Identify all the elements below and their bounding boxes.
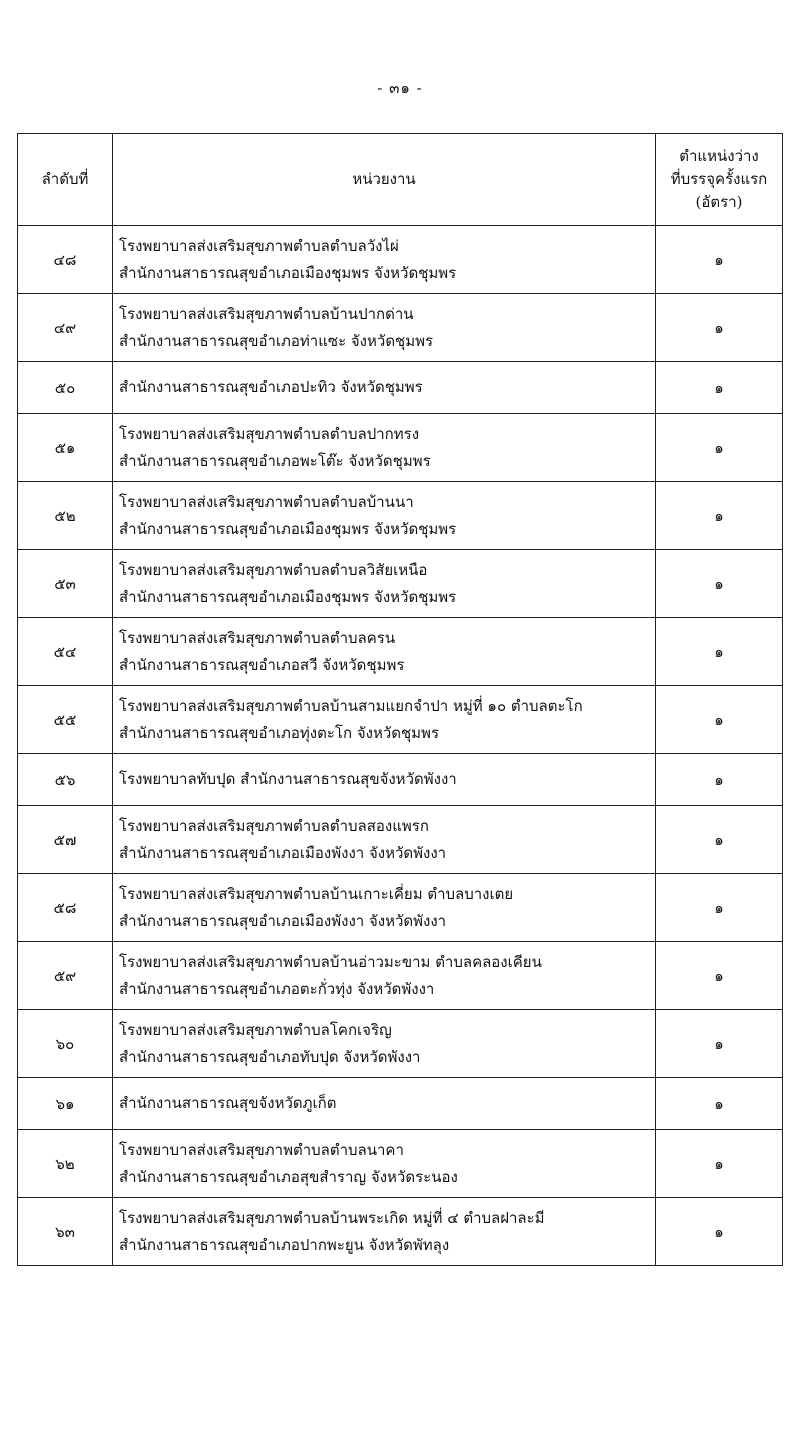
row-unit-line2: สำนักงานสาธารณสุขอำเภอเมืองชุมพร จังหวัดชุมพร — [119, 519, 457, 538]
table-row — [18, 618, 783, 686]
row-position-count: ๑ — [656, 1198, 783, 1266]
vacancy-table — [17, 133, 783, 1266]
row-position-count: ๑ — [656, 874, 783, 942]
row-unit-cell — [113, 686, 656, 754]
row-unit-line1: โรงพยาบาลส่งเสริมสุขภาพตำบลบ้านพระเกิด หมู่ที่ ๔ ตำบลฝาละมี — [119, 1209, 545, 1228]
row-order-number: ๔๙ — [18, 294, 113, 362]
row-position-count: ๑ — [656, 806, 783, 874]
row-unit-cell — [113, 482, 656, 550]
row-position-count: ๑ — [656, 754, 783, 806]
row-order-number: ๕๖ — [18, 754, 113, 806]
row-unit-line2: สำนักงานสาธารณสุขอำเภอตะกั่วทุ่ง จังหวัดพังงา — [119, 979, 435, 998]
row-unit-cell — [113, 362, 656, 414]
row-order-number: ๖๐ — [18, 1010, 113, 1078]
table-row — [18, 482, 783, 550]
row-unit-line1: โรงพยาบาลส่งเสริมสุขภาพตำบลตำบลครน — [119, 629, 396, 648]
row-unit-line2: สำนักงานสาธารณสุขอำเภอปากพะยูน จังหวัดพัทลุง — [119, 1235, 450, 1254]
row-unit-line1: โรงพยาบาลส่งเสริมสุขภาพตำบลบ้านปากด่าน — [119, 305, 414, 324]
row-position-count: ๑ — [656, 686, 783, 754]
row-position-count: ๑ — [656, 942, 783, 1010]
row-order-number: ๕๒ — [18, 482, 113, 550]
row-unit-cell — [113, 226, 656, 294]
row-position-count: ๑ — [656, 1010, 783, 1078]
row-order-number: ๕๕ — [18, 686, 113, 754]
row-unit-line1: โรงพยาบาลส่งเสริมสุขภาพตำบลตำบลวังไผ่ — [119, 237, 399, 256]
row-unit-line2: สำนักงานสาธารณสุขอำเภอเมืองชุมพร จังหวัดชุมพร — [119, 587, 457, 606]
row-unit-line1: โรงพยาบาลส่งเสริมสุขภาพตำบลตำบลปากทรง — [119, 425, 420, 444]
row-unit-cell — [113, 1198, 656, 1266]
table-row — [18, 874, 783, 942]
table-header-row — [18, 134, 783, 226]
row-unit-line1: โรงพยาบาลส่งเสริมสุขภาพตำบลบ้านเกาะเคี่ยม ตำบลบางเตย — [119, 885, 514, 904]
row-unit-cell — [113, 414, 656, 482]
row-unit-line1: โรงพยาบาลส่งเสริมสุขภาพตำบลตำบลบ้านนา — [119, 493, 414, 512]
row-order-number: ๔๘ — [18, 226, 113, 294]
row-unit-line1: โรงพยาบาลส่งเสริมสุขภาพตำบลบ้านสามแยกจำปา หมู่ที่ ๑๐ ตำบลตะโก — [119, 697, 583, 716]
header-position-line3: (อัตรา) — [695, 193, 743, 212]
row-order-number: ๕๓ — [18, 550, 113, 618]
row-unit-cell — [113, 1130, 656, 1198]
header-position-line1: ตำแหน่งว่าง — [679, 146, 759, 165]
row-unit-line2: สำนักงานสาธารณสุขอำเภอทับปุด จังหวัดพังงา — [119, 1047, 421, 1066]
row-order-number: ๕๗ — [18, 806, 113, 874]
row-unit-cell — [113, 294, 656, 362]
row-unit-line2: สำนักงานสาธารณสุขอำเภอสุขสำราญ จังหวัดระนอง — [119, 1167, 458, 1186]
row-order-number: ๕๑ — [18, 414, 113, 482]
row-unit-cell — [113, 1078, 656, 1130]
table-row — [18, 550, 783, 618]
header-unit: หน่วยงาน — [113, 134, 656, 226]
row-unit-line2: สำนักงานสาธารณสุขอำเภอเมืองชุมพร จังหวัดชุมพร — [119, 263, 457, 282]
row-unit-cell — [113, 618, 656, 686]
row-unit-line2: สำนักงานสาธารณสุขอำเภอพะโต๊ะ จังหวัดชุมพร — [119, 451, 431, 470]
row-position-count: ๑ — [656, 550, 783, 618]
row-unit-line1: โรงพยาบาลส่งเสริมสุขภาพตำบลโคกเจริญ — [119, 1021, 392, 1040]
row-unit-cell — [113, 942, 656, 1010]
table-row — [18, 1010, 783, 1078]
row-unit-line2: สำนักงานสาธารณสุขอำเภอสวี จังหวัดชุมพร — [119, 655, 405, 674]
row-order-number: ๕๘ — [18, 874, 113, 942]
row-position-count: ๑ — [656, 294, 783, 362]
row-unit-line2: สำนักงานสาธารณสุขอำเภอทุ่งตะโก จังหวัดชุมพร — [119, 723, 440, 742]
row-position-count: ๑ — [656, 1078, 783, 1130]
row-unit-line2: สำนักงานสาธารณสุขอำเภอเมืองพังงา จังหวัดพังงา — [119, 911, 447, 930]
row-order-number: ๕๔ — [18, 618, 113, 686]
row-unit-line1: โรงพยาบาลส่งเสริมสุขภาพตำบลตำบลวิสัยเหนือ — [119, 561, 428, 580]
table-row — [18, 226, 783, 294]
row-unit-line1: โรงพยาบาลส่งเสริมสุขภาพตำบลบ้านอ่าวมะขาม ตำบลคลองเคียน — [119, 953, 542, 972]
row-order-number: ๖๓ — [18, 1198, 113, 1266]
row-position-count: ๑ — [656, 482, 783, 550]
table-row — [18, 294, 783, 362]
row-order-number: ๕๐ — [18, 362, 113, 414]
row-position-count: ๑ — [656, 362, 783, 414]
row-unit-cell — [113, 874, 656, 942]
row-position-count: ๑ — [656, 618, 783, 686]
row-unit-line1: โรงพยาบาลส่งเสริมสุขภาพตำบลตำบลสองแพรก — [119, 817, 429, 836]
row-unit-line1: โรงพยาบาลส่งเสริมสุขภาพตำบลตำบลนาคา — [119, 1141, 404, 1160]
table-row — [18, 686, 783, 754]
row-unit-cell — [113, 550, 656, 618]
table-row — [18, 362, 783, 414]
header-position — [656, 134, 783, 226]
row-unit-line1: สำนักงานสาธารณสุขจังหวัดภูเก็ต — [119, 1094, 337, 1113]
row-unit-cell — [113, 1010, 656, 1078]
row-unit-line2: สำนักงานสาธารณสุขอำเภอท่าแซะ จังหวัดชุมพร — [119, 331, 434, 350]
header-position-line2: ที่บรรจุครั้งแรก — [670, 169, 768, 188]
table-row — [18, 414, 783, 482]
header-order: ลำดับที่ — [18, 134, 113, 226]
table-row — [18, 806, 783, 874]
row-unit-cell — [113, 806, 656, 874]
row-order-number: ๖๑ — [18, 1078, 113, 1130]
row-unit-line1: สำนักงานสาธารณสุขอำเภอปะทิว จังหวัดชุมพร — [119, 378, 423, 397]
row-position-count: ๑ — [656, 414, 783, 482]
table-row — [18, 754, 783, 806]
row-unit-line1: โรงพยาบาลทับปุด สำนักงานสาธารณสุขจังหวัดพังงา — [119, 770, 457, 789]
row-unit-line2: สำนักงานสาธารณสุขอำเภอเมืองพังงา จังหวัดพังงา — [119, 843, 447, 862]
table-row — [18, 1078, 783, 1130]
row-unit-cell — [113, 754, 656, 806]
row-position-count: ๑ — [656, 226, 783, 294]
page-number: - ๓๑ - — [377, 79, 423, 97]
table-row — [18, 1130, 783, 1198]
table-row — [18, 942, 783, 1010]
row-order-number: ๕๙ — [18, 942, 113, 1010]
row-order-number: ๖๒ — [18, 1130, 113, 1198]
table-row — [18, 1198, 783, 1266]
row-position-count: ๑ — [656, 1130, 783, 1198]
